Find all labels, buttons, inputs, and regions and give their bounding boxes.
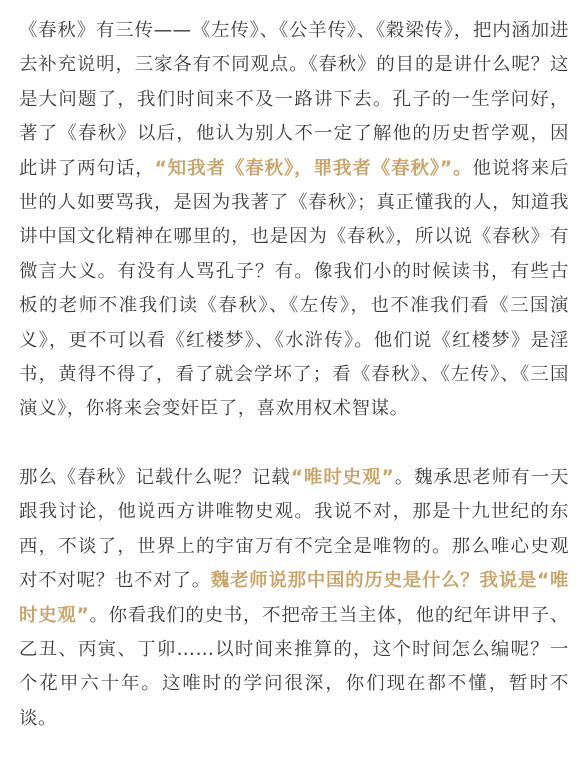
body-text: 。魏承思老师有一天跟我讨论，他说西方讲唯物史观。我说不对，那是十九世纪的东西，不谈了，世界上的宇宙万有不完全是唯物的。那么唯心史观对不对呢？也不对了。 bbox=[19, 466, 570, 592]
body-text: 《春秋》有三传——《左传》、《公羊传》、《穀梁传》，把内涵加进去补充说明，三家各有不同观点。《春秋》的目的是讲什么呢？这是大问题了，我们时间来不及一路讲下去。孔子的一生学问好，著了《春秋》以后，他认为别人不一定了解他的历史哲学观，因此讲了两句话， bbox=[19, 20, 569, 179]
highlighted-sentence: 魏老师说那中国的历史是什么？我说是“唯时史观” bbox=[19, 570, 569, 626]
highlighted-term: “唯时史观” bbox=[290, 466, 395, 488]
article-body bbox=[19, 14, 569, 736]
body-text: 。你看我们的史书，不把帝王当主体，他的纪年讲甲子、乙丑、丙寅、丁卯……以时间来推算的，这个时间怎么编呢？一个花甲六十年。这唯时的学问很深，你们现在都不懂，暂时不谈。 bbox=[19, 604, 569, 729]
body-text: 他说将来后世的人如要骂我，是因为我著了《春秋》；真正懂我的人，知道我讲中国文化精神在哪里的，也是因为《春秋》，所以说《春秋》有微言大义。有没有人骂孔子？有。像我们小的时候读书，有些古板的老师不准我们读《春秋》、《左传》，也不准我们看《三国演义》，更不可以看《红楼梦》、《水浒传》。他们说《红楼梦》是淫书，黄得不得了，看了就会学坏了；看《春秋》、《左传》、《三国演义》，你将来会变奸臣了，喜欢用权术智谋。 bbox=[19, 157, 569, 420]
paragraph-time-based-historiography bbox=[19, 461, 569, 736]
paragraph-chunqiu-three-commentaries bbox=[19, 14, 569, 427]
body-text: 那么《春秋》记载什么呢？记载 bbox=[19, 466, 291, 488]
highlighted-quote: “知我者《春秋》，罪我者《春秋》”。 bbox=[154, 157, 473, 179]
